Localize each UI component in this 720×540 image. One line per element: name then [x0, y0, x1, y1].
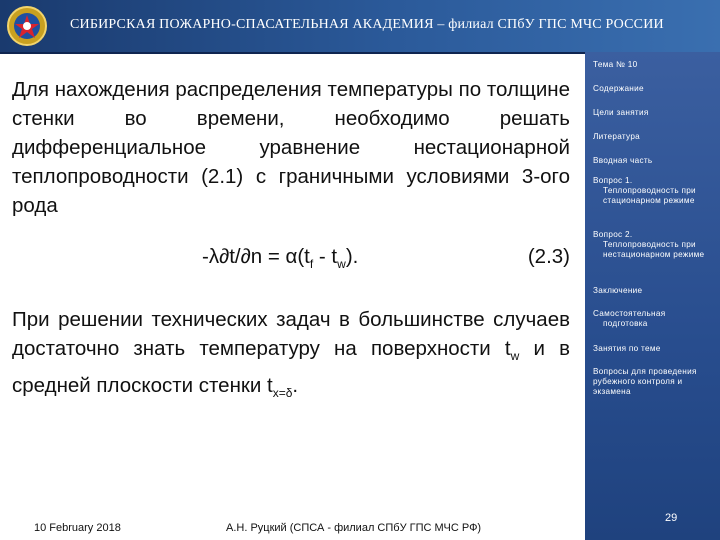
- footer-author: А.Н. Руцкий (СПСА - филиал СПбУ ГПС МЧС РФ): [226, 522, 482, 534]
- boundary-condition-formula: $-\lambda\partial t/\partial n = \alpha(t_f - t_w)$.: [202, 245, 359, 272]
- header-bar: [0, 0, 720, 54]
- sidebar-item-topic[interactable]: Тема № 10: [593, 60, 638, 69]
- header-title: СИБИРСКАЯ ПОЖАРНО-СПАСАТЕЛЬНАЯ АКАДЕМИЯ – филиал СПбУ ГПС МЧС РОССИИ: [70, 17, 664, 32]
- sidebar-item-control-questions[interactable]: Вопросы для проведения рубежного контроля и экзамена: [593, 367, 697, 396]
- main-content: [12, 75, 570, 220]
- sidebar-item-topic-classes[interactable]: Занятия по теме: [593, 344, 661, 353]
- sidebar-item-contents[interactable]: Содержание: [593, 84, 644, 93]
- sidebar-item-goals[interactable]: Цели занятия: [593, 108, 649, 117]
- sidebar-item-literature[interactable]: Литература: [593, 132, 641, 141]
- footer-date: 10 February 2018: [34, 522, 121, 534]
- sidebar-item-question-2[interactable]: Вопрос 2. Теплопроводность при нестационарном режиме: [593, 230, 705, 259]
- page-number: 29: [665, 512, 678, 524]
- equation-number: (2.3): [527, 245, 570, 268]
- sidebar-item-self-study[interactable]: Самостоятельная подготовка: [593, 309, 666, 328]
- sidebar-item-question-1[interactable]: Вопрос 1. Теплопроводность при стационарном режиме: [593, 176, 696, 205]
- sidebar-item-conclusion[interactable]: Заключение: [593, 286, 643, 295]
- academy-emblem-icon: [6, 4, 48, 48]
- sidebar-nav: [585, 52, 720, 540]
- paragraph-heat-distribution: Для нахождения распределения температуры по толщине стенки во времени, необходимо решать дифференциальное уравнение нестационарной теплопроводности (2.1) с граничными условиями 3-ого рода: [12, 78, 570, 217]
- paragraph-surface-temperature: При решении технических задач в большинстве случаев достаточно знать температуру на поверхности $t_w$ и в средней плоскости стенки $t_{x=\delta}$.: [12, 308, 570, 401]
- sidebar-item-intro[interactable]: Вводная часть: [593, 156, 653, 165]
